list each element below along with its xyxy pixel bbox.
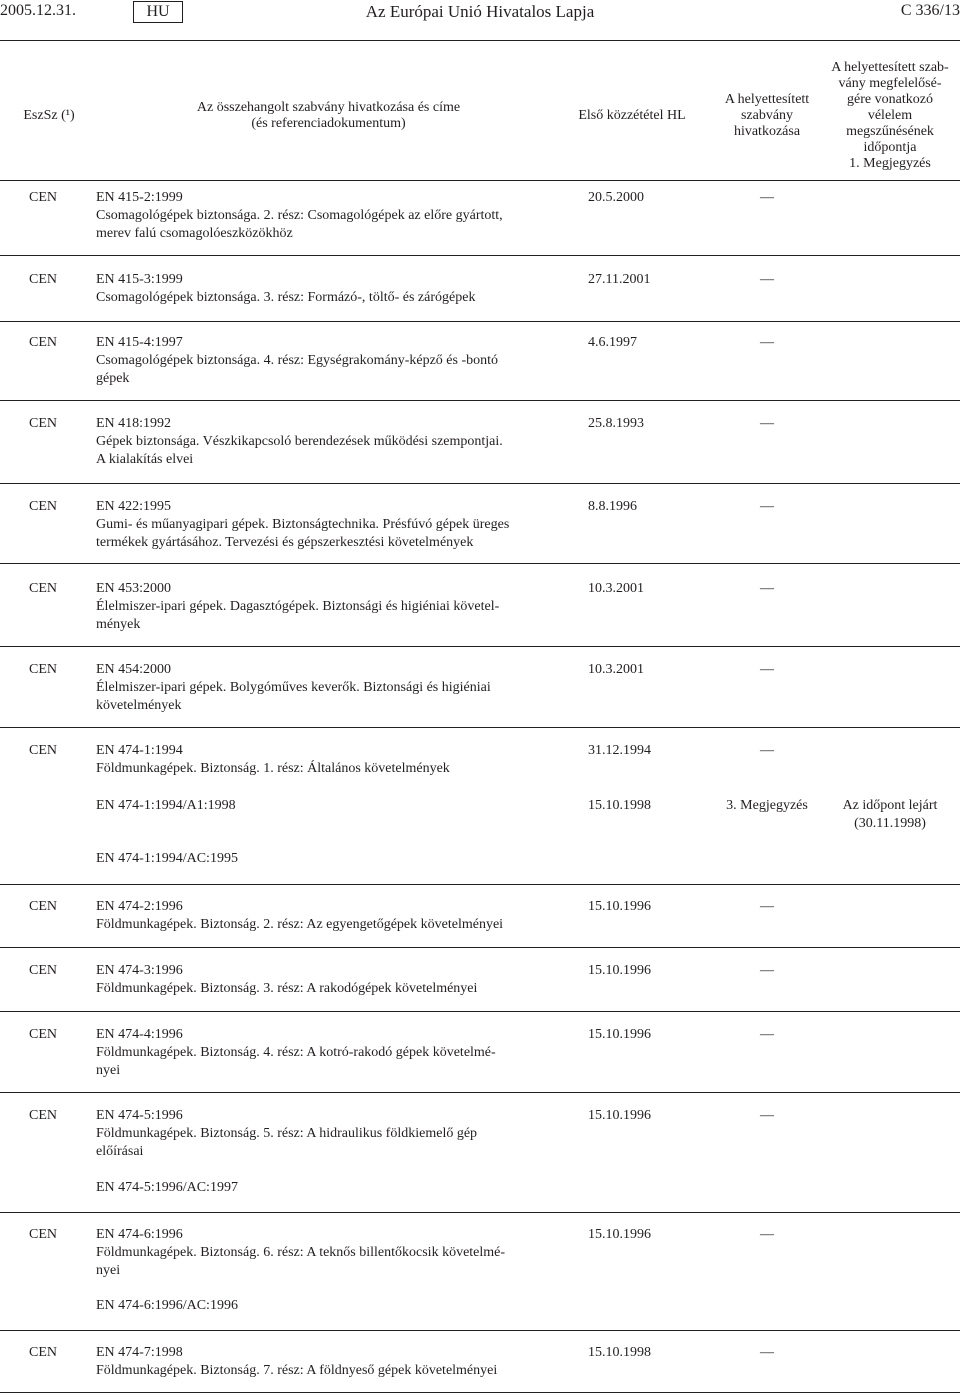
issue-date: 2005.12.31. — [0, 2, 76, 19]
language-badge: HU — [133, 1, 183, 23]
table-header-rule — [0, 180, 960, 181]
journal-title: Az Európai Unió Hivatalos Lapja — [365, 2, 595, 21]
row-divider — [0, 1330, 960, 1331]
row-divider — [0, 727, 960, 728]
row-divider — [0, 1092, 960, 1093]
row-divider — [0, 884, 960, 885]
col-head-first-pub: Első közzététel HL — [578, 108, 686, 123]
row-divider — [0, 563, 960, 564]
row-divider — [0, 1212, 960, 1213]
col-head-cessation: A helyettesített szab- vány megfelelősé- gére vonatkozó vélelem megszűnésének időpontja 1. Megjegyzés — [831, 60, 949, 171]
row-divider — [0, 321, 960, 322]
row-divider — [0, 646, 960, 647]
row-divider — [0, 483, 960, 484]
row-divider — [0, 1011, 960, 1012]
row-divider — [0, 1392, 960, 1393]
row-divider — [0, 255, 960, 256]
page-header — [0, 0, 960, 30]
row-divider — [0, 400, 960, 401]
header-rule — [0, 40, 960, 41]
page-number: C 336/13 — [900, 2, 960, 19]
col-head-title: Az összehangolt szabvány hivatkozása és címe (és referenciadokumentum) — [196, 100, 461, 131]
row-divider — [0, 947, 960, 948]
col-head-superseded: A helyettesített szabvány hivatkozása — [724, 92, 810, 139]
col-head-org: EszSz (¹) — [23, 108, 75, 123]
